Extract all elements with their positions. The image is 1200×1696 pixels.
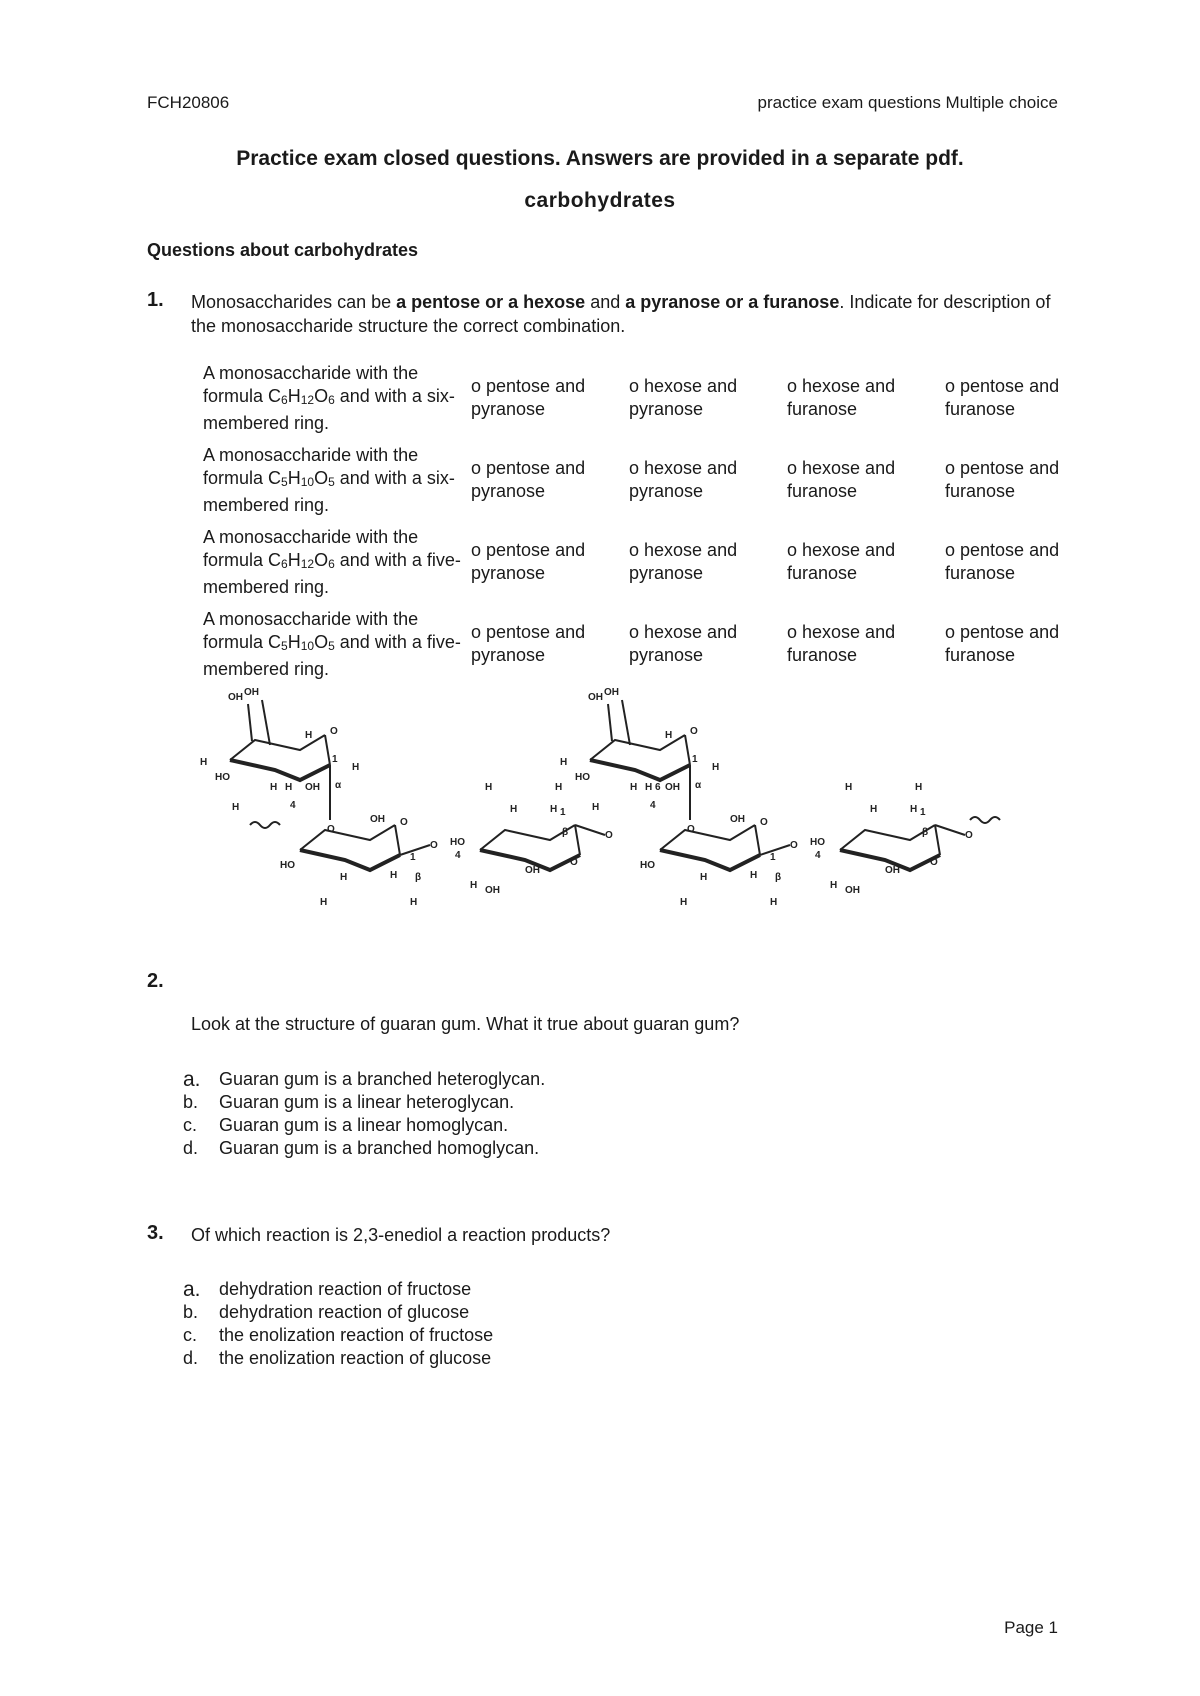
description-text: O xyxy=(314,549,329,570)
atom-label: O xyxy=(687,824,695,835)
ring-bond xyxy=(325,735,330,765)
atom-label: H xyxy=(550,804,558,815)
atom-label: 1 xyxy=(920,807,926,818)
formula-subscript: 5 xyxy=(328,638,335,653)
answer-letter: d. xyxy=(183,1138,199,1158)
q1-row-description xyxy=(203,521,471,603)
atom-label: OH xyxy=(485,885,500,896)
q1-option[interactable]: o pentose and furanose xyxy=(945,540,1060,583)
atom-label: 1 xyxy=(692,754,698,765)
answer-text: dehydration reaction of glucose xyxy=(219,1302,470,1322)
answer-text: the enolization reaction of glucose xyxy=(219,1348,492,1368)
atom-label: H xyxy=(560,757,568,768)
ring-bond xyxy=(480,825,575,850)
q1-text-part: Monosaccharides can be xyxy=(191,292,397,312)
atom-label: O xyxy=(965,830,973,841)
q1-answer-table xyxy=(203,357,1103,685)
atom-label: OH xyxy=(525,865,540,876)
atom-label: 4 xyxy=(650,800,656,811)
description-text: H xyxy=(287,549,301,570)
atom-label: O xyxy=(790,840,798,851)
atom-label: H xyxy=(352,762,360,773)
atom-label: O xyxy=(690,726,698,737)
atom-label: HO xyxy=(450,837,465,848)
formula-subscript: 10 xyxy=(300,638,315,653)
q1-option[interactable]: o hexose and pyranose xyxy=(629,622,738,665)
atom-label: α xyxy=(335,780,342,791)
atom-label: β xyxy=(562,827,569,838)
atom-label: 6 xyxy=(655,782,661,793)
atom-label: H xyxy=(592,802,600,813)
atom-label: H xyxy=(910,804,918,815)
description-text: O xyxy=(314,467,329,488)
answer-letter: b. xyxy=(183,1092,199,1112)
atom-label: H xyxy=(680,897,688,908)
q1-option[interactable]: o hexose and furanose xyxy=(787,458,896,501)
atom-label: O xyxy=(327,824,335,835)
bond xyxy=(248,704,252,741)
atom-label: H xyxy=(770,897,778,908)
atom-label: H xyxy=(630,782,638,793)
answer-letter: a. xyxy=(183,1068,201,1091)
ring-bond xyxy=(685,735,690,765)
atom-label: 4 xyxy=(455,850,461,861)
description-text: and with a five-membered ring. xyxy=(203,631,461,679)
page-subtitle: carbohydrates xyxy=(524,189,676,212)
q3-number: 3. xyxy=(147,1222,164,1244)
atom-label: O xyxy=(930,857,938,868)
atom-label: H xyxy=(700,872,708,883)
description-text: H xyxy=(287,385,301,406)
atom-label: 1 xyxy=(770,852,776,863)
atom-label: OH xyxy=(588,692,603,703)
q1-option[interactable]: o hexose and pyranose xyxy=(629,540,738,583)
atom-label: 4 xyxy=(290,800,296,811)
q1-row-description xyxy=(203,439,471,521)
atom-label: H xyxy=(320,897,328,908)
description-text: A monosaccharide with the formula C xyxy=(203,444,419,488)
ring-bond xyxy=(755,825,760,855)
atom-label: H xyxy=(645,782,653,793)
atom-label: H xyxy=(410,897,418,908)
formula-subscript: 10 xyxy=(300,474,315,489)
atom-label: OH xyxy=(604,687,619,698)
atom-label: O xyxy=(330,726,338,737)
answer-text: Guaran gum is a linear heteroglycan. xyxy=(219,1092,515,1112)
q1-text-part: and xyxy=(585,292,626,312)
answer-letter: d. xyxy=(183,1348,199,1368)
atom-label: O xyxy=(760,817,768,828)
q1-option[interactable]: o hexose and pyranose xyxy=(629,376,738,419)
answer-letter: c. xyxy=(183,1325,198,1345)
section-heading: Questions about carbohydrates xyxy=(147,240,419,260)
q1-option[interactable]: o hexose and furanose xyxy=(787,376,896,419)
description-text: and with a five-membered ring. xyxy=(203,549,461,597)
guaran-gum-structure xyxy=(190,687,1070,980)
atom-label: O xyxy=(570,857,578,868)
answer-letter: a. xyxy=(183,1278,201,1301)
q1-text-bold: a pentose or a hexose xyxy=(396,292,586,312)
q1-text-part: . Indicate for description of the monosaccharide structure the correct combination. xyxy=(191,292,1051,336)
ring-bond xyxy=(840,825,935,850)
bond xyxy=(622,700,630,745)
q1-option[interactable]: o pentose and furanose xyxy=(945,376,1060,419)
atom-label: H xyxy=(712,762,720,773)
ring-bond xyxy=(230,760,330,780)
q1-row xyxy=(203,603,1103,685)
page-title: Practice exam closed questions. Answers are provided in a separate pdf. xyxy=(236,147,964,170)
header-doc-type: practice exam questions Multiple choice xyxy=(757,93,1058,112)
page-number: Page 1 xyxy=(1004,1618,1058,1637)
q1-option[interactable]: o pentose and pyranose xyxy=(471,458,586,501)
atom-label: H xyxy=(485,782,493,793)
description-text: and with a six-membered ring. xyxy=(203,467,455,515)
ring-bond xyxy=(660,825,755,850)
answer-letter: c. xyxy=(183,1115,198,1135)
ring-bond xyxy=(935,825,940,855)
atom-label: OH xyxy=(665,782,680,793)
header-course-code: FCH20806 xyxy=(147,93,230,112)
description-text: A monosaccharide with the formula C xyxy=(203,362,419,406)
atom-label: 1 xyxy=(560,807,566,818)
bond xyxy=(575,825,605,835)
atom-label: H xyxy=(200,757,208,768)
q3-answer-list xyxy=(183,1278,493,1370)
bond xyxy=(262,700,270,745)
q3-text: Of which reaction is 2,3-enediol a reaction products? xyxy=(191,1225,611,1245)
answer-text: the enolization reaction of fructose xyxy=(219,1325,494,1345)
atom-label: H xyxy=(510,804,518,815)
atom-label: β xyxy=(775,872,782,883)
atom-label: H xyxy=(830,880,838,891)
q1-option[interactable]: o hexose and pyranose xyxy=(629,458,738,501)
q2-text: Look at the structure of guaran gum. What it true about guaran gum? xyxy=(191,1014,740,1034)
q2-answer-b[interactable] xyxy=(183,1091,545,1114)
answer-text: dehydration reaction of fructose xyxy=(219,1279,472,1299)
atom-label: H xyxy=(285,782,293,793)
atom-label: α xyxy=(695,780,702,791)
q1-row xyxy=(203,439,1103,521)
q2-answer-a[interactable] xyxy=(183,1068,545,1091)
atom-label: β xyxy=(922,827,929,838)
answer-text: Guaran gum is a branched heteroglycan. xyxy=(219,1069,546,1089)
atom-label: HO xyxy=(575,772,590,783)
formula-subscript: 12 xyxy=(300,392,315,407)
formula-subscript: 6 xyxy=(328,556,335,571)
atom-label: O xyxy=(400,817,408,828)
atom-label: H xyxy=(845,782,853,793)
atom-label: O xyxy=(605,830,613,841)
q1-row xyxy=(203,521,1103,603)
wavy-bond xyxy=(970,817,1000,823)
description-text: H xyxy=(287,467,301,488)
q3-answer-a[interactable] xyxy=(183,1278,493,1301)
atom-label: OH xyxy=(730,814,745,825)
formula-subscript: 5 xyxy=(328,474,335,489)
description-text: H xyxy=(287,631,301,652)
atom-label: OH xyxy=(305,782,320,793)
q2-answer-c[interactable] xyxy=(183,1114,545,1137)
description-text: and with a six-membered ring. xyxy=(203,385,455,433)
q1-option[interactable]: o pentose and pyranose xyxy=(471,540,586,583)
atom-label: H xyxy=(305,730,313,741)
atom-label: H xyxy=(270,782,278,793)
ring-bond xyxy=(660,850,760,870)
atom-label: OH xyxy=(885,865,900,876)
q3-answer-d[interactable] xyxy=(183,1347,493,1370)
formula-subscript: 6 xyxy=(328,392,335,407)
atom-label: OH xyxy=(845,885,860,896)
description-text: A monosaccharide with the formula C xyxy=(203,526,419,570)
q1-option[interactable]: o hexose and furanose xyxy=(787,540,896,583)
q3-answer-c[interactable] xyxy=(183,1324,493,1347)
ring-bond xyxy=(395,825,400,855)
q2-answer-list xyxy=(183,1068,545,1160)
atom-label: H xyxy=(750,870,758,881)
atom-label: β xyxy=(415,872,422,883)
atom-label: H xyxy=(915,782,923,793)
q3-answer-b[interactable] xyxy=(183,1301,493,1324)
q2-answer-d[interactable] xyxy=(183,1137,545,1160)
q1-option[interactable]: o pentose and furanose xyxy=(945,458,1060,501)
answer-text: Guaran gum is a branched homoglycan. xyxy=(219,1138,540,1158)
atom-label: 1 xyxy=(410,852,416,863)
atom-label: HO xyxy=(280,860,295,871)
bond xyxy=(935,825,965,835)
atom-label: O xyxy=(430,840,438,851)
atom-label: H xyxy=(555,782,563,793)
description-text: A monosaccharide with the formula C xyxy=(203,608,419,652)
answer-letter: b. xyxy=(183,1302,199,1322)
description-text: O xyxy=(314,631,329,652)
q1-text xyxy=(191,290,1071,338)
atom-label: OH xyxy=(244,687,259,698)
answer-text: Guaran gum is a linear homoglycan. xyxy=(219,1115,509,1135)
q1-option[interactable]: o pentose and furanose xyxy=(945,622,1060,665)
atom-label: H xyxy=(665,730,673,741)
atom-label: H xyxy=(390,870,398,881)
ring-bond xyxy=(300,850,400,870)
atom-label: H xyxy=(340,872,348,883)
formula-subscript: 6 xyxy=(281,556,288,571)
q1-row xyxy=(203,357,1103,439)
atom-label: OH xyxy=(370,814,385,825)
q1-option[interactable]: o hexose and furanose xyxy=(787,622,896,665)
description-text: O xyxy=(314,385,329,406)
q1-row-description xyxy=(203,357,471,439)
atom-label: OH xyxy=(228,692,243,703)
atom-label: HO xyxy=(215,772,230,783)
ring-bond xyxy=(300,825,395,850)
atom-label: 1 xyxy=(332,754,338,765)
formula-subscript: 6 xyxy=(281,392,288,407)
q1-option[interactable]: o pentose and pyranose xyxy=(471,622,586,665)
q1-option[interactable]: o pentose and pyranose xyxy=(471,376,586,419)
atom-label: H xyxy=(470,880,478,891)
atom-label: HO xyxy=(640,860,655,871)
q1-text-bold: a pyranose or a furanose xyxy=(625,292,840,312)
atom-label: H xyxy=(232,802,240,813)
q2-number: 2. xyxy=(147,970,164,992)
wavy-bond xyxy=(250,822,280,828)
ring-bond xyxy=(590,760,690,780)
atom-label: H xyxy=(870,804,878,815)
q1-number: 1. xyxy=(147,289,164,311)
formula-subscript: 5 xyxy=(281,474,288,489)
bond xyxy=(608,704,612,741)
formula-subscript: 12 xyxy=(300,556,315,571)
ring-bond xyxy=(575,825,580,855)
q1-row-description xyxy=(203,603,471,685)
formula-subscript: 5 xyxy=(281,638,288,653)
atom-label: 4 xyxy=(815,850,821,861)
atom-label: HO xyxy=(810,837,825,848)
